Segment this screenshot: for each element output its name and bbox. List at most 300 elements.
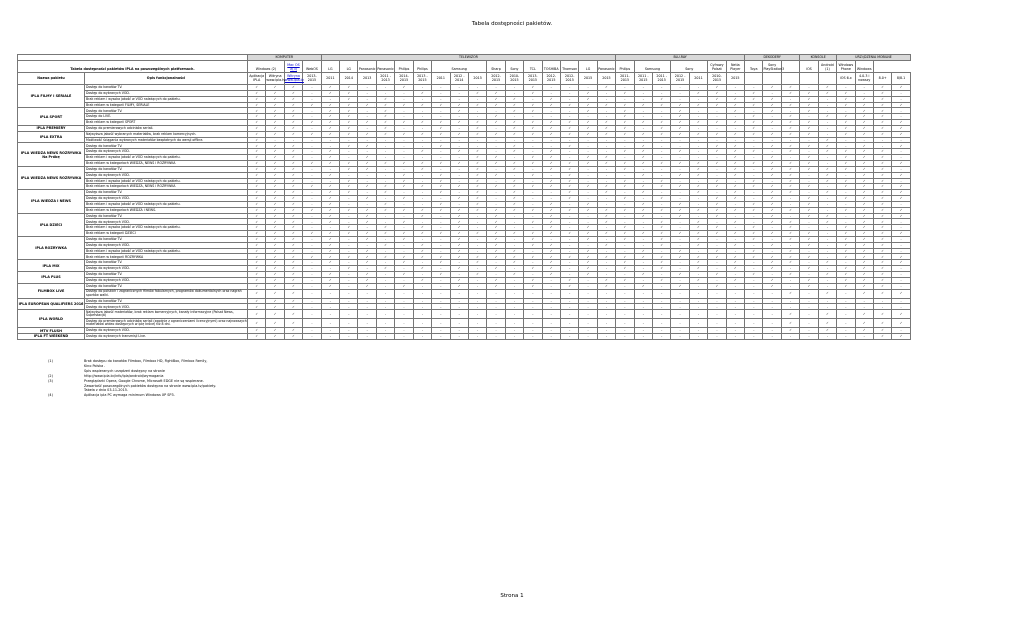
function-description: Dostęp do wybranych VOD.	[85, 242, 248, 248]
availability-cell: ✓	[781, 131, 799, 137]
availability-cell: ✓	[873, 190, 891, 196]
availability-cell: ✓	[597, 125, 615, 131]
availability-cell: ✓	[726, 231, 744, 237]
availability-cell: ✓	[395, 260, 413, 266]
availability-cell: ✓	[284, 328, 302, 334]
availability-cell: ✓	[652, 254, 670, 260]
availability-cell: -	[616, 155, 634, 161]
availability-cell: ✓	[450, 242, 468, 248]
availability-cell: ✓	[579, 131, 597, 137]
availability-cell: -	[652, 283, 670, 289]
availability-cell: ✓	[597, 231, 615, 237]
availability-cell: ✓	[763, 213, 781, 219]
availability-cell: -	[837, 319, 855, 328]
availability-cell: -	[395, 143, 413, 149]
availability-cell: ✓	[468, 190, 486, 196]
availability-cell: ✓	[284, 131, 302, 137]
availability-cell: ✓	[340, 184, 358, 190]
availability-cell: -	[745, 196, 763, 202]
availability-cell: ✓	[652, 131, 670, 137]
availability-cell: -	[671, 289, 689, 298]
availability-cell: -	[413, 260, 431, 266]
availability-cell: ✓	[597, 102, 615, 108]
availability-cell: -	[671, 178, 689, 184]
availability-cell: ✓	[708, 272, 726, 278]
availability-cell: ✓	[837, 160, 855, 166]
availability-cell: -	[652, 190, 670, 196]
availability-cell: ✓	[468, 125, 486, 131]
availability-cell: ✓	[321, 149, 339, 155]
availability-cell: ✓	[689, 219, 707, 225]
header-group: URZĄDZENIA MOBILNE	[837, 55, 911, 61]
availability-cell: -	[597, 166, 615, 172]
availability-cell: -	[726, 201, 744, 207]
availability-cell: ✓	[450, 277, 468, 283]
availability-cell: -	[560, 85, 578, 91]
availability-cell: -	[689, 298, 707, 304]
availability-cell: ✓	[505, 190, 523, 196]
availability-cell: ✓	[358, 236, 376, 242]
availability-cell: -	[745, 137, 763, 143]
package-name: FILMBOX LIVE	[18, 283, 85, 298]
availability-cell: ✓	[487, 114, 505, 120]
availability-cell: ✓	[671, 120, 689, 126]
availability-cell: ✓	[468, 184, 486, 190]
availability-cell: -	[358, 310, 376, 319]
availability-cell: -	[340, 277, 358, 283]
function-description: Najwyższa jakość materiałów, brak reklam komercyjnych, kanały informacyjne (Polsat News, Superstacja)	[85, 310, 248, 319]
availability-cell: -	[579, 328, 597, 334]
availability-cell: ✓	[818, 114, 836, 120]
availability-cell: -	[597, 149, 615, 155]
availability-cell: -	[689, 108, 707, 114]
availability-cell: ✓	[303, 184, 321, 190]
availability-cell: ✓	[303, 207, 321, 213]
package-name: IPLA ROZRYWKA	[18, 236, 85, 259]
availability-cell: -	[450, 166, 468, 172]
availability-cell: ✓	[542, 266, 560, 272]
availability-cell: -	[340, 137, 358, 143]
availability-cell: ✓	[303, 160, 321, 166]
availability-cell: ✓	[395, 231, 413, 237]
availability-cell: -	[358, 334, 376, 340]
availability-cell: ✓	[818, 260, 836, 266]
availability-cell: -	[579, 219, 597, 225]
availability-cell: -	[376, 260, 394, 266]
availability-cell: -	[303, 172, 321, 178]
availability-cell: ✓	[395, 184, 413, 190]
availability-cell: -	[837, 213, 855, 219]
availability-cell: -	[781, 266, 799, 272]
availability-cell: ✓	[579, 207, 597, 213]
availability-cell: ✓	[616, 102, 634, 108]
availability-cell: ✓	[450, 131, 468, 137]
availability-cell: -	[597, 96, 615, 102]
availability-cell: ✓	[616, 236, 634, 242]
header-brand: Panasonic	[376, 61, 394, 73]
availability-cell: ✓	[800, 283, 818, 289]
availability-cell: ✓	[873, 219, 891, 225]
header-sub: 2012 - 2015	[671, 73, 689, 85]
availability-cell: -	[303, 190, 321, 196]
function-description: Dostęp do kanałów TV.	[85, 283, 248, 289]
availability-cell: ✓	[284, 143, 302, 149]
availability-cell: -	[818, 120, 836, 126]
availability-cell: ✓	[763, 184, 781, 190]
availability-cell: -	[450, 190, 468, 196]
availability-cell: ✓	[873, 120, 891, 126]
availability-cell: ✓	[873, 96, 891, 102]
availability-cell: ✓	[487, 254, 505, 260]
availability-cell: ✓	[689, 172, 707, 178]
availability-cell: -	[763, 178, 781, 184]
availability-cell: -	[560, 310, 578, 319]
availability-cell: ✓	[321, 114, 339, 120]
availability-cell: -	[837, 190, 855, 196]
availability-cell: ✓	[689, 207, 707, 213]
availability-cell: -	[560, 90, 578, 96]
availability-cell: -	[579, 190, 597, 196]
availability-cell: -	[487, 328, 505, 334]
availability-cell: ✓	[266, 319, 284, 328]
availability-cell: ✓	[745, 248, 763, 254]
availability-cell: ✓	[413, 184, 431, 190]
availability-cell: ✓	[266, 334, 284, 340]
package-name: IPLA DZIECI	[18, 213, 85, 236]
availability-cell: -	[873, 298, 891, 304]
availability-cell: ✓	[689, 160, 707, 166]
availability-cell: ✓	[763, 283, 781, 289]
availability-cell: ✓	[579, 90, 597, 96]
availability-cell: ✓	[745, 272, 763, 278]
header-brand: Sony	[505, 61, 523, 73]
availability-cell: ✓	[689, 260, 707, 266]
availability-cell: ✓	[524, 254, 542, 260]
availability-cell: -	[542, 90, 560, 96]
availability-cell: -	[487, 289, 505, 298]
availability-cell: ✓	[284, 125, 302, 131]
availability-cell: ✓	[468, 172, 486, 178]
availability-cell: -	[689, 310, 707, 319]
availability-cell: ✓	[450, 254, 468, 260]
availability-cell: -	[505, 328, 523, 334]
availability-cell: ✓	[708, 201, 726, 207]
availability-cell: -	[376, 248, 394, 254]
function-description: Brak reklam w kategorii SPORT	[85, 120, 248, 126]
availability-cell: ✓	[524, 236, 542, 242]
availability-cell: ✓	[763, 85, 781, 91]
availability-cell: ✓	[671, 283, 689, 289]
availability-cell: -	[634, 298, 652, 304]
availability-cell: ✓	[487, 248, 505, 254]
availability-cell: -	[597, 304, 615, 310]
availability-cell: ✓	[745, 184, 763, 190]
availability-cell: ✓	[542, 120, 560, 126]
availability-cell: -	[689, 137, 707, 143]
availability-cell: -	[505, 219, 523, 225]
availability-cell: ✓	[284, 207, 302, 213]
availability-cell: -	[321, 334, 339, 340]
header-brand: Windows Phone	[837, 61, 855, 73]
availability-cell: ✓	[284, 277, 302, 283]
availability-cell: ✓	[855, 190, 873, 196]
availability-cell: ✓	[689, 120, 707, 126]
availability-cell: -	[726, 213, 744, 219]
availability-cell: ✓	[873, 283, 891, 289]
availability-cell: ✓	[248, 242, 266, 248]
availability-cell: -	[340, 328, 358, 334]
availability-cell: ✓	[248, 96, 266, 102]
availability-cell: ✓	[652, 266, 670, 272]
availability-cell: -	[671, 334, 689, 340]
availability-cell: -	[505, 304, 523, 310]
availability-cell: -	[450, 137, 468, 143]
availability-cell: -	[303, 201, 321, 207]
availability-cell: ✓	[248, 102, 266, 108]
availability-cell: ✓	[689, 236, 707, 242]
availability-cell: ✓	[708, 178, 726, 184]
availability-cell: ✓	[284, 190, 302, 196]
availability-cell: ✓	[763, 277, 781, 283]
availability-cell: -	[671, 260, 689, 266]
availability-cell: ✓	[855, 160, 873, 166]
availability-cell: -	[616, 85, 634, 91]
availability-cell: -	[671, 310, 689, 319]
availability-cell: ✓	[340, 108, 358, 114]
header-sub	[818, 73, 836, 85]
availability-cell: ✓	[781, 319, 799, 328]
availability-cell: -	[873, 143, 891, 149]
header-sub: 2015	[468, 73, 486, 85]
availability-cell: ✓	[745, 120, 763, 126]
availability-cell: -	[468, 319, 486, 328]
availability-cell: ✓	[873, 184, 891, 190]
availability-cell: ✓	[284, 242, 302, 248]
availability-cell: ✓	[781, 225, 799, 231]
availability-cell: ✓	[781, 254, 799, 260]
function-description: Brak reklam w kategorii FILMY, SERIALE	[85, 102, 248, 108]
availability-cell: -	[468, 298, 486, 304]
availability-cell: ✓	[708, 96, 726, 102]
availability-cell: ✓	[579, 120, 597, 126]
header-brand: LG	[340, 61, 358, 73]
availability-cell: -	[616, 334, 634, 340]
function-description: Dostęp do premierowych odcinków seriali (zgodnie z ograniczeniami licencyjnymi) oraz najnowszych materiałów wideo dostępnych w iplę krócej niż 8 dni.	[86, 318, 247, 327]
availability-cell: -	[892, 178, 910, 184]
availability-cell: -	[487, 178, 505, 184]
availability-cell: ✓	[340, 120, 358, 126]
table-row	[18, 334, 911, 340]
availability-cell: ✓	[340, 207, 358, 213]
availability-cell: ✓	[873, 102, 891, 108]
availability-cell: ✓	[266, 298, 284, 304]
availability-cell: ✓	[321, 131, 339, 137]
availability-cell: -	[358, 328, 376, 334]
availability-cell: ✓	[873, 272, 891, 278]
footnote-mark: (3)	[48, 378, 53, 383]
availability-cell: -	[818, 277, 836, 283]
function-description: Dostęp do polskich i zagranicznych filmów fabularnych, programów dokumentalnych oraz nagrań sportów walki.	[85, 289, 248, 298]
availability-cell: -	[726, 298, 744, 304]
availability-cell: -	[487, 85, 505, 91]
availability-cell: ✓	[634, 172, 652, 178]
availability-cell: -	[579, 298, 597, 304]
availability-cell: ✓	[781, 125, 799, 131]
availability-cell: ✓	[873, 310, 891, 319]
availability-cell: ✓	[340, 225, 358, 231]
availability-cell: -	[432, 310, 450, 319]
availability-cell: ✓	[450, 219, 468, 225]
availability-cell: -	[413, 137, 431, 143]
availability-cell: -	[542, 172, 560, 178]
availability-cell: ✓	[873, 166, 891, 172]
function-description: Dostęp do wybranych VOD.	[85, 149, 248, 155]
availability-cell: -	[652, 304, 670, 310]
availability-cell: ✓	[708, 131, 726, 137]
availability-cell: -	[321, 310, 339, 319]
availability-cell: -	[450, 260, 468, 266]
availability-cell: ✓	[873, 254, 891, 260]
availability-cell: ✓	[634, 160, 652, 166]
header-group: TELEWIZOR	[321, 55, 616, 61]
availability-cell: ✓	[873, 85, 891, 91]
availability-cell: ✓	[579, 272, 597, 278]
function-description: Dostęp do wybranych VOD.	[85, 90, 248, 96]
availability-cell: -	[395, 90, 413, 96]
availability-cell: -	[560, 319, 578, 328]
availability-cell: -	[745, 213, 763, 219]
availability-cell: ✓	[432, 207, 450, 213]
availability-cell: ✓	[671, 125, 689, 131]
availability-cell: ✓	[321, 160, 339, 166]
availability-cell: ✓	[248, 90, 266, 96]
availability-cell: -	[745, 298, 763, 304]
availability-cell: ✓	[708, 149, 726, 155]
availability-cell: -	[542, 319, 560, 328]
availability-cell: ✓	[266, 207, 284, 213]
availability-cell: -	[413, 155, 431, 161]
availability-cell: ✓	[726, 219, 744, 225]
availability-cell: ✓	[376, 131, 394, 137]
availability-cell: -	[652, 248, 670, 254]
availability-cell: ✓	[781, 219, 799, 225]
availability-cell: ✓	[579, 266, 597, 272]
availability-cell: -	[671, 304, 689, 310]
availability-cell: ✓	[671, 114, 689, 120]
availability-cell: -	[303, 248, 321, 254]
availability-cell: ✓	[597, 219, 615, 225]
availability-cell: -	[542, 114, 560, 120]
availability-cell: ✓	[266, 114, 284, 120]
availability-cell: -	[634, 114, 652, 120]
availability-cell: ✓	[855, 155, 873, 161]
availability-cell: -	[818, 96, 836, 102]
availability-cell: ✓	[284, 114, 302, 120]
availability-cell: -	[634, 260, 652, 266]
availability-cell: ✓	[395, 196, 413, 202]
availability-cell: -	[450, 85, 468, 91]
availability-cell: -	[837, 201, 855, 207]
availability-cell: ✓	[358, 160, 376, 166]
availability-cell: -	[579, 213, 597, 219]
availability-cell: ✓	[671, 254, 689, 260]
availability-cell: ✓	[505, 96, 523, 102]
availability-cell: ✓	[763, 96, 781, 102]
availability-cell: ✓	[432, 102, 450, 108]
availability-cell: -	[542, 289, 560, 298]
availability-cell: ✓	[855, 184, 873, 190]
availability-cell: ✓	[413, 225, 431, 231]
availability-cell: ✓	[837, 120, 855, 126]
availability-cell: -	[634, 137, 652, 143]
availability-cell: -	[376, 137, 394, 143]
availability-cell: ✓	[248, 201, 266, 207]
function-description: Dostęp do LIVE.	[85, 114, 248, 120]
availability-cell: -	[395, 328, 413, 334]
availability-cell: -	[560, 219, 578, 225]
availability-cell: -	[818, 242, 836, 248]
function-description: Dostęp do kanałów TV.	[85, 143, 248, 149]
availability-cell: ✓	[873, 260, 891, 266]
availability-cell: -	[763, 248, 781, 254]
function-description: Dostęp do kanałów TV.	[85, 260, 248, 266]
availability-cell: -	[487, 310, 505, 319]
availability-cell: ✓	[652, 178, 670, 184]
availability-cell: ✓	[837, 242, 855, 248]
availability-cell: ✓	[303, 131, 321, 137]
table-row	[18, 289, 911, 298]
availability-cell: ✓	[376, 207, 394, 213]
availability-cell: -	[524, 248, 542, 254]
availability-cell: ✓	[837, 155, 855, 161]
availability-cell: -	[745, 219, 763, 225]
availability-cell: ✓	[450, 266, 468, 272]
availability-cell: -	[358, 298, 376, 304]
availability-cell: ✓	[468, 260, 486, 266]
availability-cell: ✓	[524, 125, 542, 131]
availability-cell: -	[652, 319, 670, 328]
availability-cell: ✓	[505, 125, 523, 131]
availability-cell: ✓	[376, 108, 394, 114]
availability-cell: -	[524, 190, 542, 196]
availability-cell: -	[560, 96, 578, 102]
availability-cell: ✓	[579, 201, 597, 207]
availability-cell: ✓	[248, 328, 266, 334]
availability-cell: ✓	[248, 225, 266, 231]
availability-cell: ✓	[781, 120, 799, 126]
availability-cell: ✓	[542, 201, 560, 207]
availability-cell: -	[837, 298, 855, 304]
availability-cell: ✓	[248, 260, 266, 266]
availability-cell: -	[432, 90, 450, 96]
availability-cell: ✓	[837, 272, 855, 278]
availability-cell: ✓	[560, 160, 578, 166]
availability-cell: -	[340, 155, 358, 161]
availability-cell: -	[671, 225, 689, 231]
availability-cell: ✓	[745, 96, 763, 102]
availability-cell: ✓	[266, 272, 284, 278]
availability-cell: -	[708, 108, 726, 114]
availability-cell: -	[358, 242, 376, 248]
availability-cell: ✓	[487, 213, 505, 219]
availability-cell: ✓	[726, 166, 744, 172]
availability-cell: ✓	[873, 231, 891, 237]
function-description: Dostęp do kanałów TV.	[85, 213, 248, 219]
package-name: IPLA EXTRA	[18, 131, 85, 143]
availability-cell: ✓	[284, 334, 302, 340]
availability-cell: -	[505, 319, 523, 328]
function-description: Brak reklam i wysoka jakość w VOD należących do pakietu.	[85, 96, 248, 102]
